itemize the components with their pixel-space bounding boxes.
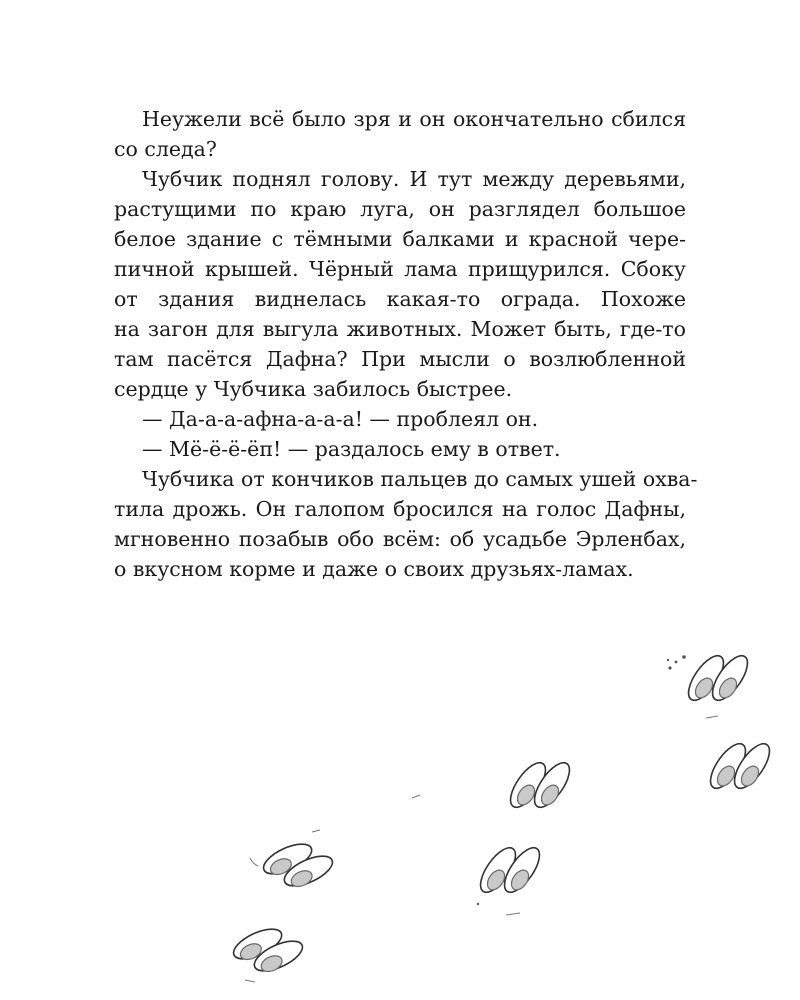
text-line: тила дрожь. Он галопом бросился на голос Дафны,: [114, 497, 686, 521]
text-line: Чубчика от кончиков пальцев до самых ушей охва-: [142, 467, 698, 491]
hoofprint-icon: [474, 842, 546, 897]
text-line: о вкусном корме и даже о своих друзьях-ламах.: [114, 557, 634, 581]
text-line: растущими по краю луга, он разглядел большое: [114, 197, 686, 221]
hoofprint-icon: [682, 650, 754, 705]
text-line: Неужели всё было зря и он окончательно сбился: [142, 107, 686, 131]
text-line: от здания виднелась какая-то ограда. Похоже: [114, 287, 686, 311]
text-line: сердце у Чубчика забилось быстрее.: [114, 377, 513, 401]
dialogue-line: — Да-а-а-афна-а-а-а! — проблеял он.: [142, 407, 539, 431]
sketch-marks: [245, 655, 718, 982]
hoofprint-icon: [704, 738, 776, 793]
text-line: на загон для выгула животных. Может быть, где-то: [114, 317, 686, 341]
text-line: Чубчик поднял голову. И тут между деревьями,: [142, 167, 686, 191]
text-line: пичной крышей. Чёрный лама прищурился. Сбоку: [114, 257, 686, 281]
hoofprint-icon: [504, 757, 576, 812]
text-line: мгновенно позабыв обо всём: об усадьбе Эрленбах,: [114, 527, 686, 551]
hoofprint-icon: [223, 908, 313, 992]
text-line: белое здание с тёмными балками и красной чере-: [114, 227, 686, 251]
dialogue-line: — Мё-ё-ё-ёп! — раздалось ему в ответ.: [142, 437, 561, 461]
hoofprints-illustration: [0, 600, 800, 1000]
text-line: там пасётся Дафна? При мысли о возлюбленной: [114, 347, 686, 371]
body-text: [114, 104, 698, 584]
hoofprint-icon: [253, 823, 343, 907]
text-line: со следа?: [114, 137, 217, 161]
